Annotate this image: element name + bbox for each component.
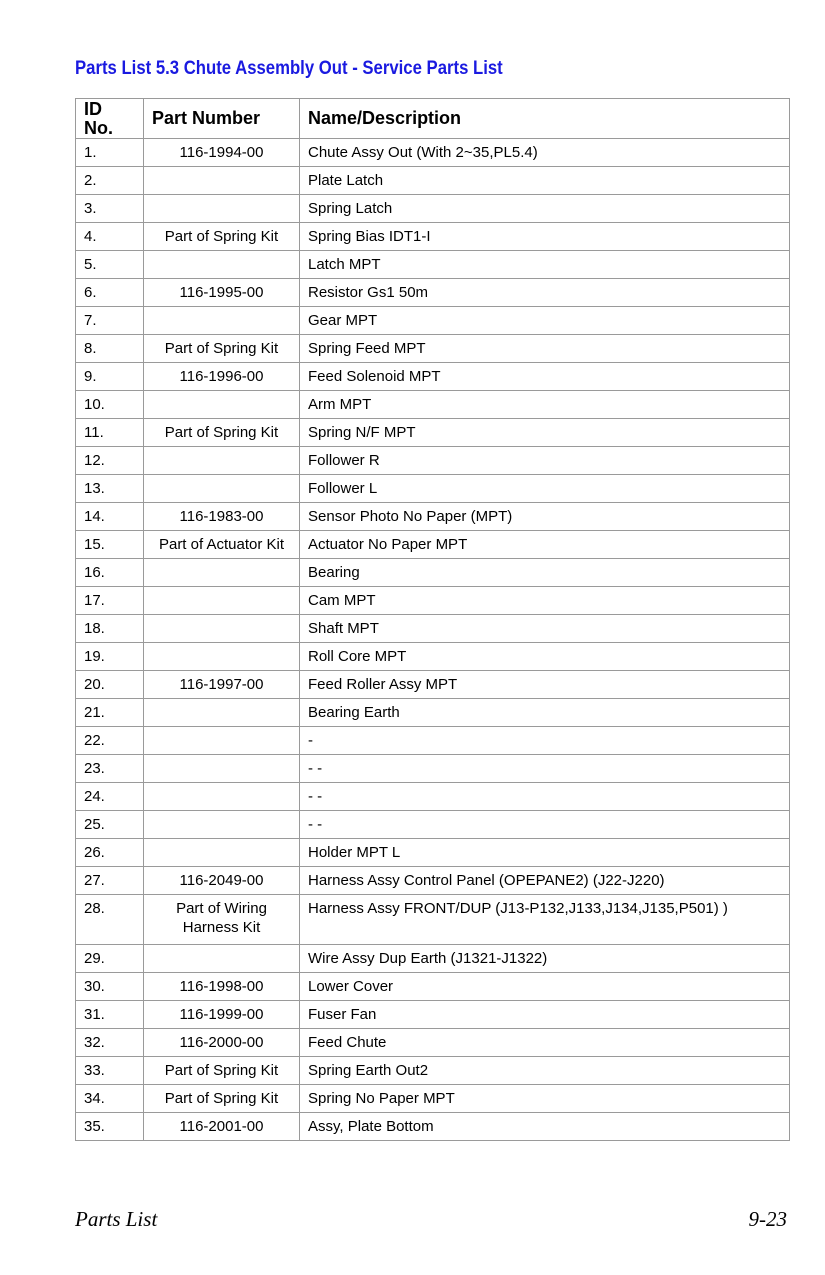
- cell-part-number: 116-1997-00: [144, 671, 300, 699]
- footer-section-name: Parts List: [75, 1207, 158, 1231]
- cell-name: Latch MPT: [300, 251, 790, 279]
- table-row: [76, 139, 790, 167]
- cell-name: Spring N/F MPT: [300, 419, 790, 447]
- table-row: [76, 1085, 790, 1113]
- cell-part-number: 116-2000-00: [144, 1029, 300, 1057]
- table-header-row: [76, 99, 790, 139]
- cell-id: 12.: [76, 447, 144, 475]
- cell-name: Shaft MPT: [300, 615, 790, 643]
- cell-part-number: 116-1998-00: [144, 973, 300, 1001]
- table-row: [76, 363, 790, 391]
- cell-part-number: 116-1999-00: [144, 1001, 300, 1029]
- parts-table: [75, 98, 790, 1141]
- cell-name: - -: [300, 783, 790, 811]
- cell-name: Sensor Photo No Paper (MPT): [300, 503, 790, 531]
- cell-name: Arm MPT: [300, 391, 790, 419]
- table-row: [76, 1001, 790, 1029]
- cell-id: 22.: [76, 727, 144, 755]
- table-row: [76, 559, 790, 587]
- table-row: [76, 1113, 790, 1141]
- cell-id: 14.: [76, 503, 144, 531]
- cell-name: Harness Assy FRONT/DUP (J13-P132,J133,J134,J135,P501) ): [300, 895, 790, 945]
- table-row: [76, 475, 790, 503]
- cell-name: Actuator No Paper MPT: [300, 531, 790, 559]
- cell-id: 3.: [76, 195, 144, 223]
- cell-part-number: [144, 945, 300, 973]
- table-row: [76, 391, 790, 419]
- cell-part-number: [144, 307, 300, 335]
- cell-name: Chute Assy Out (With 2~35,PL5.4): [300, 139, 790, 167]
- cell-name: Bearing Earth: [300, 699, 790, 727]
- table-row: [76, 811, 790, 839]
- table-row: [76, 307, 790, 335]
- cell-id: 31.: [76, 1001, 144, 1029]
- cell-name: Cam MPT: [300, 587, 790, 615]
- cell-name: Spring Earth Out2: [300, 1057, 790, 1085]
- cell-name: Resistor Gs1 50m: [300, 279, 790, 307]
- cell-id: 13.: [76, 475, 144, 503]
- cell-part-number: [144, 783, 300, 811]
- table-row: [76, 615, 790, 643]
- cell-id: 7.: [76, 307, 144, 335]
- table-row: [76, 699, 790, 727]
- cell-name: Feed Roller Assy MPT: [300, 671, 790, 699]
- cell-name: Wire Assy Dup Earth (J1321-J1322): [300, 945, 790, 973]
- table-row: [76, 223, 790, 251]
- cell-id: 33.: [76, 1057, 144, 1085]
- table-row: [76, 727, 790, 755]
- cell-part-number: 116-1996-00: [144, 363, 300, 391]
- cell-part-number: Part of Wiring Harness Kit: [144, 895, 300, 945]
- cell-part-number: [144, 839, 300, 867]
- cell-id: 8.: [76, 335, 144, 363]
- cell-name: Holder MPT L: [300, 839, 790, 867]
- column-header-name: Name/Description: [300, 99, 790, 139]
- table-row: [76, 945, 790, 973]
- cell-id: 29.: [76, 945, 144, 973]
- table-row: [76, 643, 790, 671]
- table-row: [76, 973, 790, 1001]
- cell-id: 10.: [76, 391, 144, 419]
- cell-id: 4.: [76, 223, 144, 251]
- cell-name: Fuser Fan: [300, 1001, 790, 1029]
- cell-id: 16.: [76, 559, 144, 587]
- page-title: Parts List 5.3 Chute Assembly Out - Service Parts List: [75, 58, 503, 79]
- cell-id: 19.: [76, 643, 144, 671]
- table-row: [76, 447, 790, 475]
- cell-part-number: 116-2001-00: [144, 1113, 300, 1141]
- cell-part-number: [144, 167, 300, 195]
- table-row: [76, 895, 790, 945]
- cell-part-number: [144, 559, 300, 587]
- table-row: [76, 195, 790, 223]
- table-row: [76, 867, 790, 895]
- table-row: [76, 783, 790, 811]
- column-header-part-number: Part Number: [144, 99, 300, 139]
- cell-part-number: [144, 615, 300, 643]
- cell-part-number: [144, 195, 300, 223]
- cell-id: 35.: [76, 1113, 144, 1141]
- table-row: [76, 1029, 790, 1057]
- table-row: [76, 1057, 790, 1085]
- cell-id: 11.: [76, 419, 144, 447]
- cell-part-number: Part of Spring Kit: [144, 1085, 300, 1113]
- cell-id: 28.: [76, 895, 144, 945]
- cell-name: Bearing: [300, 559, 790, 587]
- cell-id: 24.: [76, 783, 144, 811]
- cell-name: Plate Latch: [300, 167, 790, 195]
- cell-id: 25.: [76, 811, 144, 839]
- cell-id: 9.: [76, 363, 144, 391]
- table-row: [76, 839, 790, 867]
- cell-name: Spring Feed MPT: [300, 335, 790, 363]
- table-row: [76, 755, 790, 783]
- table-row: [76, 167, 790, 195]
- cell-name: Spring No Paper MPT: [300, 1085, 790, 1113]
- cell-part-number: Part of Spring Kit: [144, 223, 300, 251]
- cell-part-number: Part of Actuator Kit: [144, 531, 300, 559]
- parts-table-body: [76, 139, 790, 1141]
- cell-name: Follower L: [300, 475, 790, 503]
- cell-part-number: 116-1995-00: [144, 279, 300, 307]
- cell-name: Assy, Plate Bottom: [300, 1113, 790, 1141]
- footer-page-number: 9-23: [748, 1207, 787, 1231]
- cell-part-number: [144, 587, 300, 615]
- cell-name: - -: [300, 755, 790, 783]
- cell-name: Follower R: [300, 447, 790, 475]
- cell-id: 32.: [76, 1029, 144, 1057]
- cell-id: 15.: [76, 531, 144, 559]
- cell-part-number: 116-1994-00: [144, 139, 300, 167]
- cell-id: 2.: [76, 167, 144, 195]
- cell-part-number: [144, 391, 300, 419]
- table-row: [76, 531, 790, 559]
- table-row: [76, 279, 790, 307]
- table-row: [76, 419, 790, 447]
- table-row: [76, 335, 790, 363]
- cell-part-number: [144, 643, 300, 671]
- cell-part-number: 116-1983-00: [144, 503, 300, 531]
- cell-id: 30.: [76, 973, 144, 1001]
- cell-part-number: [144, 447, 300, 475]
- cell-id: 34.: [76, 1085, 144, 1113]
- cell-part-number: [144, 727, 300, 755]
- cell-part-number: Part of Spring Kit: [144, 335, 300, 363]
- cell-id: 5.: [76, 251, 144, 279]
- cell-id: 23.: [76, 755, 144, 783]
- cell-part-number: 116-2049-00: [144, 867, 300, 895]
- cell-name: Roll Core MPT: [300, 643, 790, 671]
- cell-part-number: Part of Spring Kit: [144, 1057, 300, 1085]
- column-header-id: ID No.: [76, 99, 144, 139]
- cell-name: Feed Chute: [300, 1029, 790, 1057]
- cell-name: - -: [300, 811, 790, 839]
- table-row: [76, 587, 790, 615]
- table-row: [76, 503, 790, 531]
- cell-part-number: [144, 475, 300, 503]
- cell-id: 17.: [76, 587, 144, 615]
- cell-part-number: Part of Spring Kit: [144, 419, 300, 447]
- cell-id: 20.: [76, 671, 144, 699]
- cell-part-number: [144, 811, 300, 839]
- cell-part-number: [144, 251, 300, 279]
- cell-name: Feed Solenoid MPT: [300, 363, 790, 391]
- cell-name: Spring Bias IDT1-I: [300, 223, 790, 251]
- cell-id: 27.: [76, 867, 144, 895]
- table-row: [76, 251, 790, 279]
- cell-name: Harness Assy Control Panel (OPEPANE2) (J22-J220): [300, 867, 790, 895]
- cell-name: Spring Latch: [300, 195, 790, 223]
- cell-part-number: [144, 699, 300, 727]
- cell-name: Lower Cover: [300, 973, 790, 1001]
- table-row: [76, 671, 790, 699]
- cell-id: 1.: [76, 139, 144, 167]
- cell-name: -: [300, 727, 790, 755]
- cell-id: 26.: [76, 839, 144, 867]
- cell-id: 21.: [76, 699, 144, 727]
- cell-id: 18.: [76, 615, 144, 643]
- cell-name: Gear MPT: [300, 307, 790, 335]
- cell-part-number: [144, 755, 300, 783]
- cell-id: 6.: [76, 279, 144, 307]
